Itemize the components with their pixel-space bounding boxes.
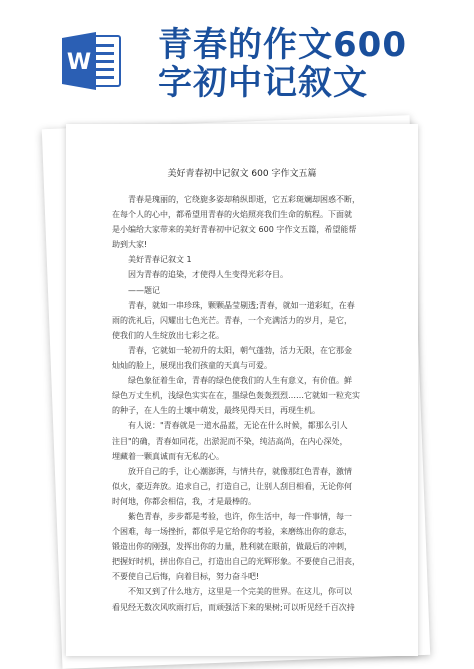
body-line: 绿色万丈生机，浅绿色实实在在，墨绿色轰轰烈烈……它就如一粒充实 — [112, 391, 360, 401]
document-page — [66, 124, 418, 656]
body-line: 是小编给大家带来的美好青春初中记叙文 600 字作文五篇，希望能帮 — [112, 225, 357, 235]
banner — [0, 0, 474, 118]
body-line: 时何地，你都会相信，我，才是最棒的。 — [112, 496, 256, 506]
body-line: ——题记 — [112, 285, 160, 295]
body-line: 有人说："青春就是一道水晶蓝，无论在什么时候，都那么引人 — [112, 421, 348, 431]
body-line: 紫色青春，步步都是考验，也许，你生活中，每一件事情，每一 — [112, 511, 352, 521]
banner-title-line-2: 字初中记叙文 — [158, 63, 368, 103]
body-line: 个困难，每一场挫折，都似乎是它给你的考验，来磨练出你的意志， — [112, 527, 352, 537]
body-line: 雨的洗礼后，闪耀出七色光芒。青春，一个充满活力的岁月，是它， — [112, 315, 352, 325]
body-line: 似火，豪迈奔放。追求自己，打造自己，让别人刮目相看，无论你何 — [112, 481, 352, 491]
body-line: 绿色象征着生命，青春的绿色使我们的人生有意义，有价值。鲜 — [112, 376, 352, 386]
document-title: 美好青春初中记叙文 600 字作文五篇 — [167, 169, 317, 179]
body-line: 不要使自己后悔，向着目标，努力奋斗吧! — [112, 572, 260, 582]
body-line: 青春是瑰丽的，它绕旎多姿却稍纵即逝，它五彩斑斓却困惑不断， — [112, 195, 360, 204]
body-line: 埋藏着一颗真诚而有无私的心。 — [112, 451, 224, 461]
body-line: 因为青春的追染，才使得人生变得光彩夺目。 — [112, 270, 288, 280]
body-line: 放开自己的手，让心潮澎湃，与情共存，就像那红色青春，激情 — [112, 466, 352, 476]
body-line: 不知又到了什么地方，这里是一个完美的世界。在这儿，你可以 — [112, 587, 352, 597]
body-line: 锻造出你的刚强，发挥出你的力量，胜利就在眼前，做最后的冲刺， — [112, 542, 352, 552]
word-icon-letter: W — [66, 50, 92, 75]
body-line: 美好青春记叙文 1 — [112, 255, 192, 265]
body-line: 青春，就如一串珍珠，颗颗晶莹剔透;青春，就如一道彩虹，在春 — [112, 300, 355, 310]
word-document-icon — [60, 30, 126, 92]
body-line: 灿灿的脸上，展现出我们孩童的天真与可爱。 — [112, 361, 272, 371]
body-line: 使我们的人生绽放出七彩之花。 — [112, 330, 224, 340]
body-line: 看见经无数次风吹雨打后，而顽强活下来的果树;可以听见经千百次持 — [112, 602, 355, 612]
body-line: 把握好时机，拼出你自己，打造出自己的光辉形象。不要使自己泪丧， — [112, 557, 360, 567]
body-line: 注目"的确，青春如同花，出淤泥而不染，纯洁高尚，在内心深处， — [112, 436, 348, 446]
body-line: 的种子，在人生的土壤中萌发，最终见得天日，再现生机。 — [112, 406, 320, 416]
document-body — [112, 192, 370, 615]
banner-title-line-1: 青春的作文600 — [158, 25, 407, 65]
body-line: 在每个人的心中，都希望用青春的火焰照亮我们生命的航程。下面就 — [112, 210, 352, 220]
body-line: 青春，它就如一轮初升的太阳，朝气蓬勃，活力无限，在它那金 — [112, 345, 352, 355]
banner-title — [158, 26, 458, 102]
body-line: 助到大家! — [112, 240, 148, 250]
